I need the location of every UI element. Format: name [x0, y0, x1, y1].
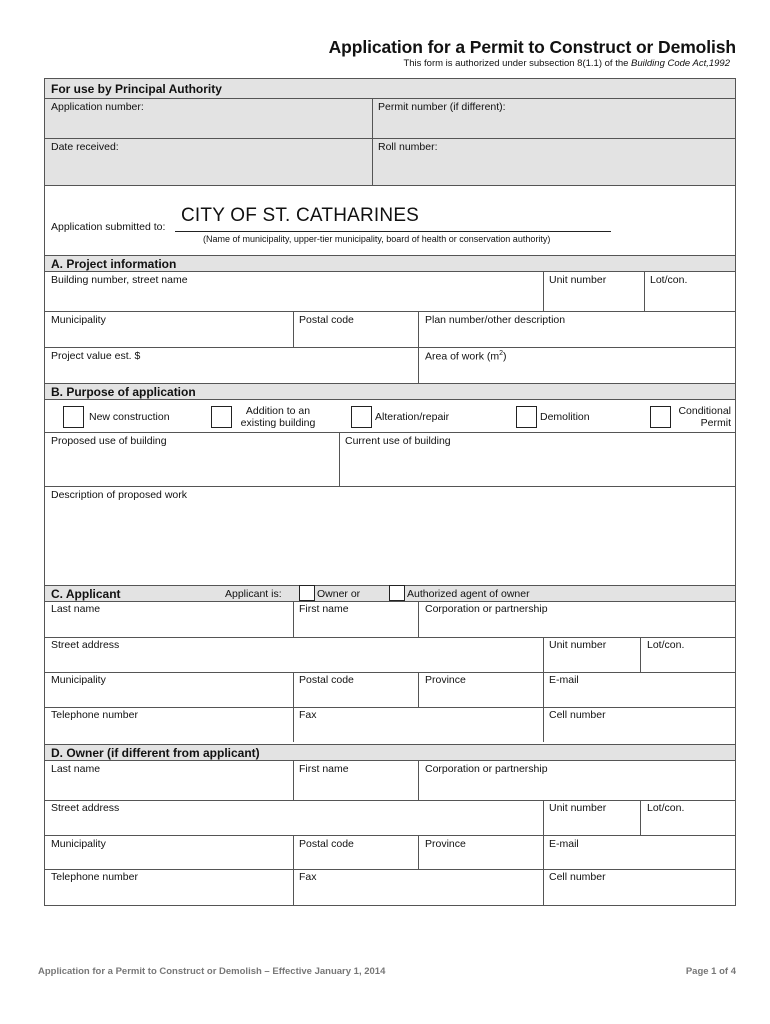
owner-label: Owner or: [317, 588, 361, 600]
conditional-line-2: Permit: [700, 417, 731, 429]
form-subtitle: [403, 58, 730, 69]
permit-number-field[interactable]: [378, 115, 728, 135]
application-number-field[interactable]: [51, 115, 367, 135]
municipality-underline: [175, 231, 611, 232]
date-received-field[interactable]: [51, 155, 367, 181]
owner-municipality-label: Municipality: [51, 838, 106, 850]
owner-corporation-label: Corporation or partnership: [425, 763, 548, 775]
lot-con-label: Lot/con.: [650, 274, 688, 286]
description-label: Description of proposed work: [51, 489, 187, 501]
conditional-line-1: Conditional: [678, 405, 731, 417]
owner-first-name-label: First name: [299, 763, 349, 775]
applicant-telephone-label: Telephone number: [51, 709, 138, 721]
addition-checkbox[interactable]: [211, 406, 232, 428]
municipality-label: Municipality: [51, 314, 106, 326]
section-c-heading: C. Applicant: [51, 587, 121, 601]
municipality-name[interactable]: CITY OF ST. CATHARINES: [181, 205, 420, 226]
addition-line-1: Addition to an: [245, 405, 311, 417]
conditional-permit-label: [671, 405, 731, 429]
demolition-label: Demolition: [540, 411, 590, 423]
footer-form-name: Application for a Permit to Construct or Demolish – Effective January 1, 2014: [38, 966, 386, 977]
applicant-province-label: Province: [425, 674, 466, 686]
conditional-permit-checkbox[interactable]: [650, 406, 671, 428]
area-close: ): [503, 350, 507, 363]
applicant-cell-label: Cell number: [549, 709, 606, 721]
section-b-heading: B. Purpose of application: [51, 385, 196, 399]
owner-cell-label: Cell number: [549, 871, 606, 883]
applicant-street-label: Street address: [51, 639, 120, 651]
applicant-email-label: E-mail: [549, 674, 579, 686]
form-title: Application for a Permit to Construct or Demolish: [328, 37, 736, 57]
date-received-label: Date received:: [51, 141, 119, 153]
municipality-note: (Name of municipality, upper-tier municipality, board of health or conservation authority): [203, 234, 551, 244]
owner-email-label: E-mail: [549, 838, 579, 850]
project-value-label: Project value est. $: [51, 350, 141, 362]
applicant-is-label: Applicant is:: [225, 588, 282, 600]
alteration-checkbox[interactable]: [351, 406, 372, 428]
new-construction-checkbox[interactable]: [63, 406, 84, 428]
owner-unit-label: Unit number: [549, 802, 607, 814]
roll-number-label: Roll number:: [378, 141, 438, 153]
section-d-heading: D. Owner (if different from applicant): [51, 746, 260, 760]
area-text: Area of work (m: [425, 350, 500, 363]
act-name: Building Code Act,1992: [631, 58, 730, 69]
owner-lot-label: Lot/con.: [647, 802, 685, 814]
applicant-unit-label: Unit number: [549, 639, 607, 651]
owner-postal-label: Postal code: [299, 838, 354, 850]
agent-label: Authorized agent of owner: [407, 588, 530, 600]
unit-number-label: Unit number: [549, 274, 607, 286]
subtitle-text: This form is authorized under subsection 8(1.1) of the: [403, 58, 629, 69]
current-use-label: Current use of building: [345, 435, 451, 447]
roll-number-field[interactable]: [378, 155, 728, 181]
applicant-municipality-label: Municipality: [51, 674, 106, 686]
applicant-lot-label: Lot/con.: [647, 639, 685, 651]
addition-line-2: existing building: [240, 417, 316, 429]
alteration-label: Alteration/repair: [375, 411, 450, 423]
owner-street-label: Street address: [51, 802, 120, 814]
owner-last-name-label: Last name: [51, 763, 101, 775]
applicant-corporation-label: Corporation or partnership: [425, 603, 548, 615]
applicant-postal-label: Postal code: [299, 674, 354, 686]
authority-heading: For use by Principal Authority: [51, 82, 222, 96]
section-a-heading: A. Project information: [51, 257, 177, 271]
addition-label: [236, 405, 320, 429]
permit-form: [44, 78, 736, 906]
applicant-fax-label: Fax: [299, 709, 317, 721]
submitted-to-label: Application submitted to:: [51, 221, 166, 233]
new-construction-label: New construction: [89, 411, 170, 423]
owner-checkbox[interactable]: [299, 585, 315, 601]
owner-fax-label: Fax: [299, 871, 317, 883]
plan-number-label: Plan number/other description: [425, 314, 566, 326]
demolition-checkbox[interactable]: [516, 406, 537, 428]
proposed-use-label: Proposed use of building: [51, 435, 167, 447]
applicant-first-name-label: First name: [299, 603, 349, 615]
postal-code-label: Postal code: [299, 314, 354, 326]
footer-page-number: Page 1 of 4: [685, 966, 736, 977]
agent-checkbox[interactable]: [389, 585, 405, 601]
description-field[interactable]: [51, 503, 729, 581]
area-sup: 2: [499, 350, 504, 357]
applicant-last-name-label: Last name: [51, 603, 101, 615]
permit-number-label: Permit number (if different):: [378, 101, 506, 113]
owner-telephone-label: Telephone number: [51, 871, 138, 883]
owner-province-label: Province: [425, 838, 466, 850]
area-of-work-label: [425, 350, 507, 363]
building-street-label: Building number, street name: [51, 274, 188, 286]
application-number-label: Application number:: [51, 101, 144, 113]
